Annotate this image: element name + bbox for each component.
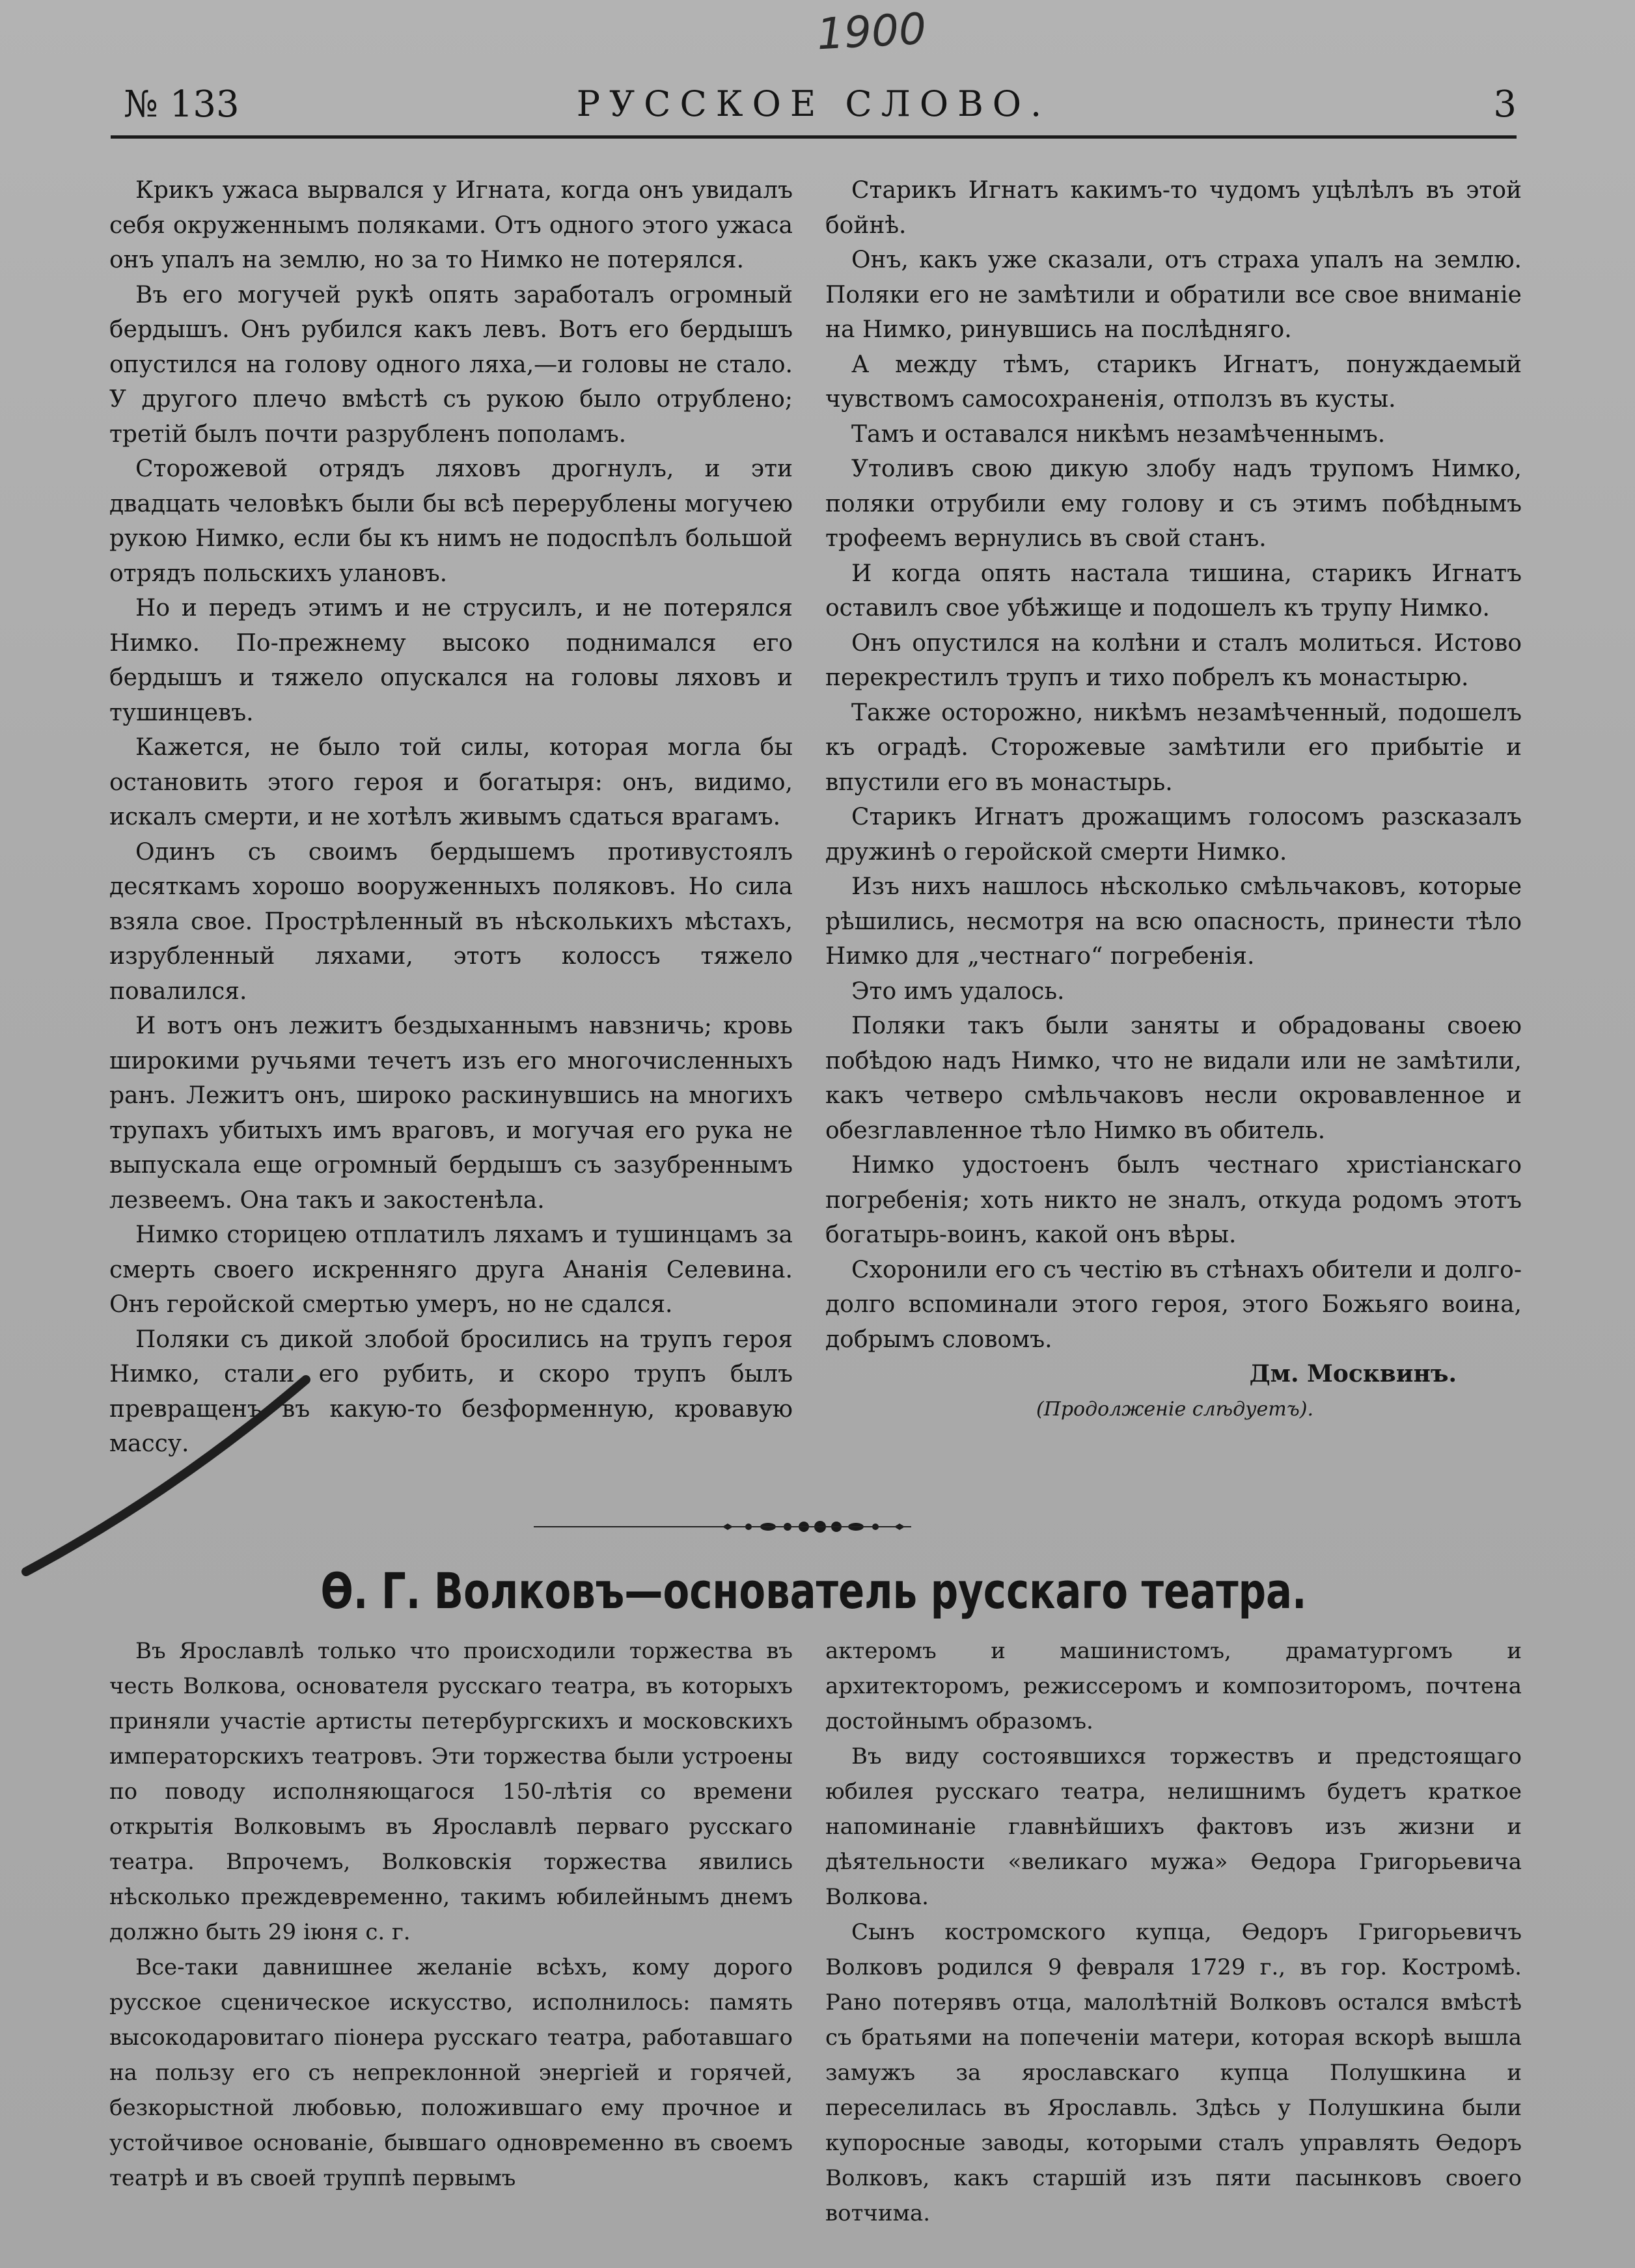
paragraph: Старикъ Игнатъ какимъ-то чудомъ уцѣлѣлъ въ этой бойнѣ. — [825, 177, 1522, 239]
paragraph: Тамъ и оставался никѣмъ незамѣченнымъ. — [851, 420, 1386, 448]
header-rule — [111, 135, 1517, 139]
paragraph: Также осторожно, никѣмъ незамѣченный, подошелъ къ оградѣ. Сторожевые замѣтили его прибытіе и впустили его въ монастырь. — [825, 699, 1522, 796]
paragraph: Старикъ Игнатъ дрожащимъ голосомъ разсказалъ дружинѣ о геройской смерти Нимко. — [825, 804, 1522, 866]
paragraph: Но и передъ этимъ и не струсилъ, и не потерялся Нимко. По-прежнему высоко поднимался его бердышъ и тяжело опускался на головы ляховъ и тушинцевъ. — [109, 595, 793, 726]
story-right-column — [825, 173, 1522, 1427]
paragraph: Изъ нихъ нашлось нѣсколько смѣльчаковъ, которые рѣшились, несмотря на всю опасность, принести тѣло Нимко для „честнаго“ погребенія. — [825, 873, 1522, 970]
paragraph: И когда опять настала тишина, старикъ Игнатъ оставилъ свое убѣжище и подошелъ къ трупу Нимко. — [825, 560, 1522, 622]
continued-note: (Продолженіе слѣдуетъ). — [1036, 1397, 1313, 1421]
paragraph: Утоливъ свою дикую злобу надъ трупомъ Нимко, поляки отрубили ему голову и съ этимъ побѣднымъ трофеемъ вернулись въ свой станъ. — [825, 456, 1522, 552]
handwritten-year-note: 1900 — [816, 3, 927, 60]
divider-line — [534, 1526, 722, 1527]
paragraph: Нимко сторицею отплатилъ ляхамъ и тушинцамъ за смерть своего искренняго друга Ананія Селевина. Онъ геройской смертью умеръ, но не сдался. — [109, 1222, 793, 1318]
paragraph: А между тѣмъ, старикъ Игнатъ, понуждаемый чувствомъ самосохраненія, отползъ въ кусты. — [825, 351, 1522, 413]
paragraph: Кажется, не было той силы, которая могла бы остановить этого героя и богатыря: онъ, видимо, искалъ смерти, и не хотѣлъ живымъ сдаться врагамъ. — [109, 734, 793, 830]
paragraph: Это имъ удалось. — [851, 977, 1065, 1005]
paragraph: И вотъ онъ лежитъ бездыханнымъ навзничь; кровь широкими ручьями течетъ изъ его многочисленныхъ ранъ. Лежитъ онъ, широко раскинувшись на многихъ трупахъ убитыхъ имъ враговъ, и могучая его рука не выпускала еще огромный бердышъ съ зазубреннымъ лезвеемъ. Она такъ и закостенѣла. — [109, 1013, 793, 1214]
paragraph: Схоронили его съ честію въ стѣнахъ обители и долго-долго вспоминали этого героя, этого Божьяго воина, добрымъ словомъ. — [825, 1256, 1522, 1353]
article-left-column — [109, 1633, 793, 2196]
paragraph: Въ виду состоявшихся торжествъ и предстоящаго юбилея русскаго театра, нелишнимъ будетъ краткое напоминаніе главнѣйшихъ фактовъ изъ жизни и дѣятельности «великаго мужа» Ѳедора Григорьевича Волкова. — [825, 1743, 1522, 1910]
paragraph: актеромъ и машинистомъ, драматургомъ и архитекторомъ, режиссеромъ и композиторомъ, почтена достойнымъ образомъ. — [825, 1638, 1522, 1734]
issue-number: № 133 — [124, 83, 240, 126]
paragraph: Онъ опустился на колѣни и сталъ молиться. Истово перекрестилъ трупъ и тихо побрелъ къ монастырю. — [825, 629, 1522, 691]
newspaper-title: РУССКОЕ СЛОВО. — [576, 83, 1051, 124]
paragraph: Въ его могучей рукѣ опять заработалъ огромный бердышъ. Онъ рубился какъ левъ. Вотъ его бердышъ опустился на голову одного ляха,—и головы не стало. У другого плечо вмѣстѣ съ рукою было отрублено; третій былъ почти разрубленъ пополамъ. — [109, 281, 793, 448]
paragraph: Нимко удостоенъ былъ честнаго христіанскаго погребенія; хоть никто не зналъ, откуда родомъ этотъ богатырь-воинъ, какой онъ вѣры. — [825, 1152, 1522, 1248]
author-signature: Дм. Москвинъ. — [1249, 1360, 1457, 1387]
ornamental-divider — [534, 1520, 911, 1533]
paragraph: Одинъ съ своимъ бердышемъ противустоялъ десяткамъ хорошо вооруженныхъ поляковъ. Но сила взяла свое. Прострѣленный въ нѣсколькихъ мѣстахъ, изрубленный ляхами, этотъ колоссъ тяжело повалился. — [109, 838, 793, 1005]
paragraph: Поляки съ дикой злобой бросились на трупъ героя Нимко, стали его рубить, и скоро трупъ былъ превращенъ въ какую-то безформенную, кровавую массу. — [109, 1326, 793, 1457]
page-header — [111, 78, 1517, 137]
page-number: 3 — [1493, 83, 1517, 126]
paragraph: Крикъ ужаса вырвался у Игната, когда онъ увидалъ себя окруженнымъ поляками. Отъ одного этого ужаса онъ упалъ на землю, но за то Нимко не потерялся. — [109, 177, 793, 273]
story-left-column — [109, 173, 793, 1462]
paragraph: Въ Ярославлѣ только что происходили торжества въ честь Волкова, основателя русскаго театра, въ которыхъ приняли участіе артисты петербургскихъ и московскихъ императорскихъ театровъ. Эти торжества были устроены по поводу исполняющагося 150-лѣтія со времени открытія Волковымъ въ Ярославлѣ перваго русскаго театра. Впрочемъ, Волковскія торжества явились нѣсколько преждевременно, такимъ юбилейнымъ днемъ должно быть 29 іюня с. г. — [109, 1638, 793, 1945]
paragraph: Все-таки давнишнее желаніе всѣхъ, кому дорого русское сценическое искусство, исполнилось: память высокодаровитаго піонера русскаго театра, работавшаго на пользу его съ непреклонной энергіей и горячей, безкорыстной любовью, положившаго ему прочное и устойчивое основаніе, бывшаго одновременно въ своемъ театрѣ и въ своей труппѣ первымъ — [109, 1954, 793, 2191]
divider-line — [722, 1526, 911, 1527]
article-right-column — [825, 1633, 1522, 2231]
paragraph: Сторожевой отрядъ ляховъ дрогнулъ, и эти двадцать человѣкъ были бы всѣ перерублены могучею рукою Нимко, если бы къ нимъ не подоспѣлъ большой отрядъ польскихъ улановъ. — [109, 456, 793, 587]
paragraph: Онъ, какъ уже сказали, отъ страха упалъ на землю. Поляки его не замѣтили и обратили все свое вниманіе на Нимко, ринувшись на послѣдняго. — [825, 247, 1522, 343]
article-title: Ѳ. Г. Волковъ—основатель русскаго театра. — [320, 1562, 1307, 1620]
paragraph: Сынъ костромского купца, Ѳедоръ Григорьевичъ Волковъ родился 9 февраля 1729 г., въ гор. Костромѣ. Рано потерявъ отца, малолѣтній Волковъ остался вмѣстѣ съ братьями на попеченіи матери, которая вскорѣ вышла замужъ за ярославскаго купца Полушкина и переселилась въ Ярославль. Здѣсь у Полушкина были купоросные заводы, которыми сталъ управлять Ѳедоръ Волковъ, какъ старшій изъ пяти пасынковъ своего вотчима. — [825, 1919, 1522, 2226]
paragraph: Поляки такъ были заняты и обрадованы своею побѣдою надъ Нимко, что не видали или не замѣтили, какъ четверо смѣльчаковъ несли окровавленное и обезглавленное тѣло Нимко въ обитель. — [825, 1013, 1522, 1144]
